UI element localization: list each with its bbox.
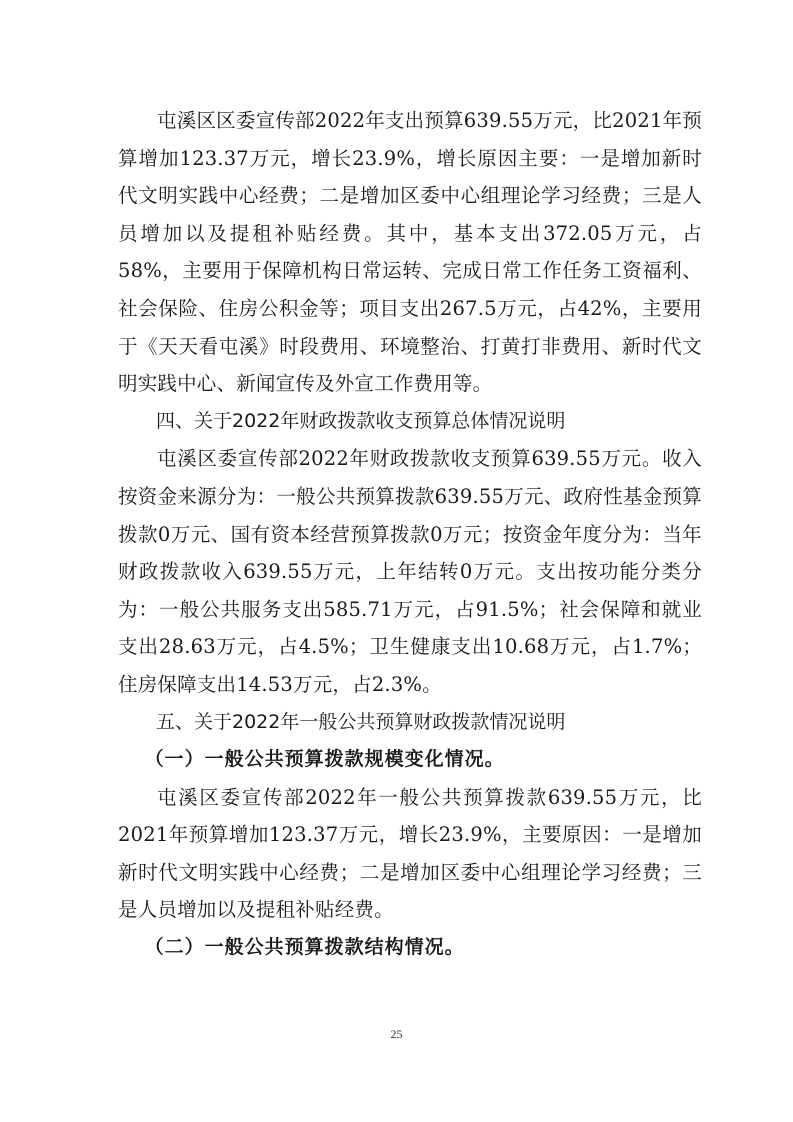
page-number: 25 (390, 1027, 403, 1041)
paragraph-fiscal-overview: 屯溪区委宣传部2022年财政拨款收支预算639.55万元。收入按资金来源分为：一般公共预算拨款639.55万元、政府性基金预算拨款0万元、国有资本经营预算拨款0万元；按资金年度分为：当年财政拨款收入639.55万元，上年结转0万元。支出按功能分类分为：一般公共服务支出585.71万元，占91.5%；社会保障和就业支出28.63万元，占4.5%；卫生健康支出10.68万元，占1.7%；住房保障支出14.53万元，占2.3%。 (118, 447, 702, 696)
document-body (118, 102, 702, 967)
subheading-scale-change: （一）一般公共预算拨款规模变化情况。 (144, 748, 505, 771)
paragraph-expenditure-summary: 屯溪区区委宣传部2022年支出预算639.55万元，比2021年预算增加123.37万元，增长23.9%，增长原因主要：一是增加新时代文明实践中心经费；二是增加区委中心组理论学习经费；三是人员增加以及提租补贴经费。其中，基本支出372.05万元，占58%，主要用于保障机构日常运转、完成日常工作任务工资福利、社会保险、住房公积金等；项目支出267.5万元，占42%，主要用于《天天看屯溪》时段费用、环境整治、打黄打非费用、新时代文明实践中心、新闻宣传及外宣工作费用等。 (118, 109, 702, 396)
section-heading-4: 四、关于2022年财政拨款收支预算总体情况说明 (156, 409, 566, 432)
paragraph-scale-change: 屯溪区委宣传部2022年一般公共预算拨款639.55万元，比2021年预算增加123.37万元，增长23.9%，主要原因：一是增加新时代文明实践中心经费；二是增加区委中心组理论学习经费；三是人员增加以及提租补贴经费。 (118, 785, 702, 922)
subheading-structure: （二）一般公共预算拨款结构情况。 (144, 936, 465, 959)
section-heading-5: 五、关于2022年一般公共预算财政拨款情况说明 (156, 710, 566, 733)
